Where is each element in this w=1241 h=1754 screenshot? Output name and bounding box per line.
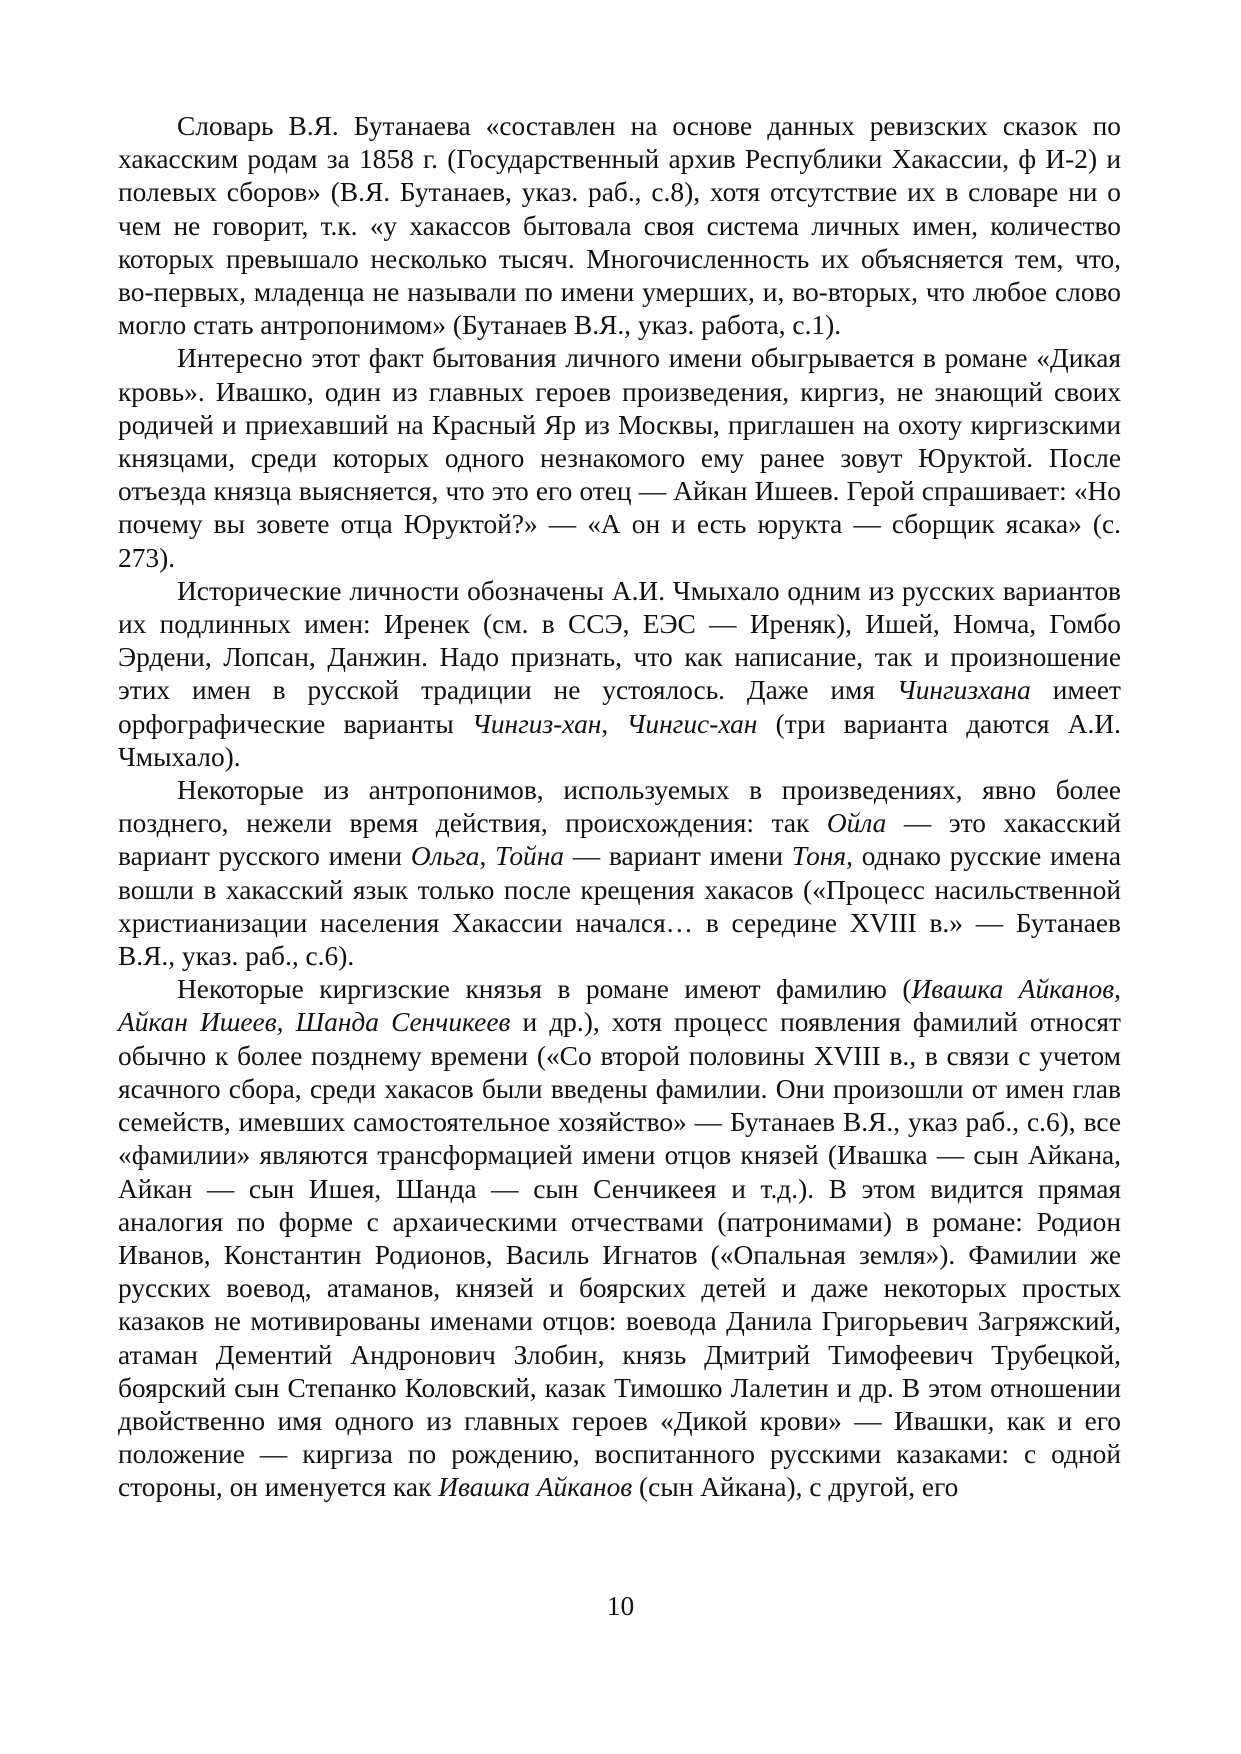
text-segment: имеет орфографические варианты: [118, 675, 1121, 739]
italic-name: Ольга: [410, 841, 480, 872]
text-segment: ,: [479, 841, 496, 872]
italic-name: Чингис-хан: [626, 708, 758, 739]
page-body: [118, 110, 1121, 1505]
italic-name: Тоня: [791, 841, 847, 872]
italic-name: Ивашка Айканов: [438, 1472, 633, 1503]
italic-name: Чингиз-хан: [471, 708, 602, 739]
text-segment: — это хакасский вариант русского имени: [118, 808, 1121, 872]
italic-name: Ойла: [826, 808, 887, 839]
paragraph-1: [118, 110, 1121, 342]
text-segment: Интересно этот факт бытования личного имени обыгрывается в романе «Дикая кровь». Ивашко, один из главных героев произведения, киргиз, не знающий своих родичей и приехавший на Красный Яр из Москвы, приглашен на охоту киргизскими князцами, среди которых одного незнакомого ему ранее зовут Юруктой. После отъезда князца выясняется, что это его отец — Айкан Ишеев. Герой спрашивает: «Но почему вы зовете отца Юруктой?» — «А он и есть юрукта — сборщик ясака» (с. 273).: [118, 343, 1121, 573]
text-segment: (сын Айкана), с другой, его: [632, 1472, 959, 1503]
paragraph-5: [118, 973, 1121, 1504]
text-segment: — вариант имени: [564, 841, 792, 872]
paragraph-3: [118, 575, 1121, 774]
text-segment: Некоторые киргизские князья в романе имеют фамилию (: [177, 974, 912, 1005]
text-segment: Исторические личности обозначены А.И. Чмыхало одним из русских вариантов их подлинных имен: Иренек (см. в ССЭ, ЕЭС — Иреняк), Ишей, Номча, Гомбо Эрдени, Лопсан, Данжин. Надо признать, что как написание, так и произношение этих имен в русской традиции не устоялось. Даже имя: [118, 575, 1121, 706]
text-segment: и др.), хотя процесс появления фамилий относят обычно к более позднему времени («Со второй половины XVIII в., в связи с учетом ясачного сбора, среди хакасов были введены фамилии. Они произошли от имен глав семейств, имевших самостоятельное хозяйство» — Бутанаев В.Я., указ раб., с.6), все «фамилии» являются трансформацией имени отцов князей (Ивашка — сын Айкана, Айкан — сын Ишея, Шанда — сын Сенчикеея и т.д.). В этом видится прямая аналогия по форме с архаическими отчествами (патронимами) в романе: Родион Иванов, Константин Родионов, Василь Игнатов («Опальная земля»). Фамилии же русских воевод, атаманов, князей и боярских детей и даже некоторых простых казаков не мотивированы именами отцов: воевода Данила Григорьевич Загряжский, атаман Дементий Андронович Злобин, князь Дмитрий Тимофеевич Трубецкой, боярский сын Степанко Коловский, казак Тимошко Лалетин и др. В этом отношении двойственно имя одного из главных героев «Дикой крови» — Ивашки, как и его положение — киргиза по рождению, воспитанного русскими казаками: с одной стороны, он именуется как: [118, 1007, 1121, 1503]
paragraph-4: [118, 774, 1121, 973]
italic-name: Ивашка Айканов, Айкан Ишеев, Шанда Сенчикеев: [118, 974, 1121, 1038]
text-segment: ,: [601, 708, 627, 739]
text-segment: (три варианта даются А.И. Чмыхало).: [118, 708, 1121, 772]
italic-name: Тойна: [495, 841, 564, 872]
text-segment: , однако русские имена вошли в хакасский язык только после крещения хакасов («Процесс насильственной христианизации населения Хакассии начался… в середине XVIII в.» — Бутанаев В.Я., указ. раб., с.6).: [118, 841, 1121, 972]
paragraph-2: [118, 342, 1121, 574]
page-number: 10: [606, 1591, 635, 1621]
text-segment: Некоторые из антропонимов, используемых в произведениях, явно более позднего, нежели время действия, происхождения: так: [118, 775, 1121, 839]
text-segment: Словарь В.Я. Бутанаева «составлен на основе данных ревизских сказок по хакасским родам за 1858 г. (Государственный архив Республики Хакассии, ф И-2) и полевых сборов» (В.Я. Бутанаев, указ. раб., с.8), хотя отсутствие их в словаре ни о чем не говорит, т.к. «у хакассов бытовала своя система личных имен, количество которых превышало несколько тысяч. Многочисленность их объясняется тем, что, во-первых, младенца не называли по имени умерших, и, во-вторых, что любое слово могло стать антропонимом» (Бутанаев В.Я., указ. работа, с.1).: [118, 111, 1121, 341]
italic-name: Чингизхана: [896, 675, 1031, 706]
